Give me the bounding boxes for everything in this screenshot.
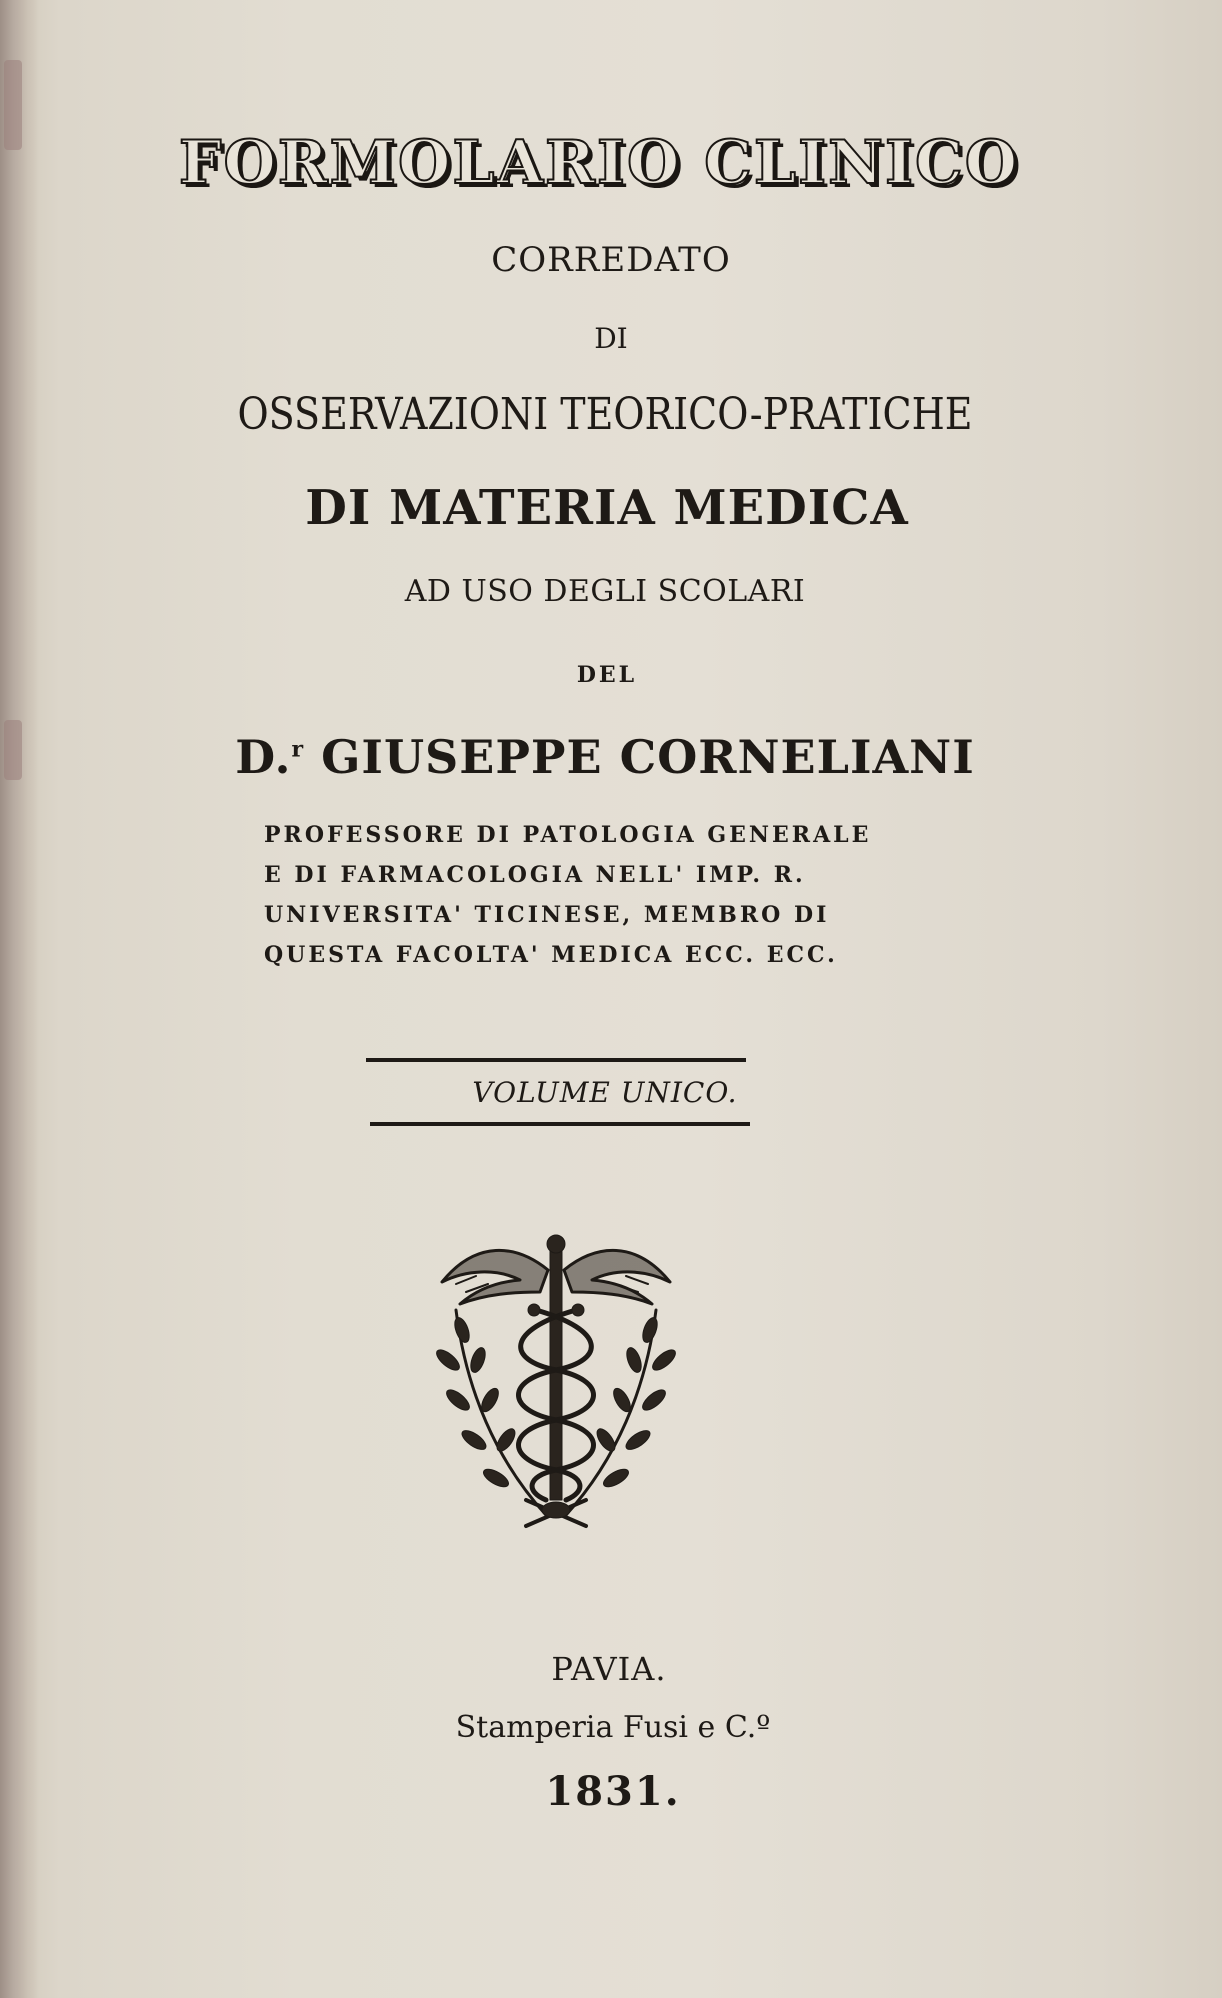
credential-line: PROFESSORE DI PATOLOGIA GENERALE [264, 822, 872, 848]
author-name: GIUSEPPE CORNELIANI [321, 730, 975, 784]
subtitle-corredato: CORREDATO [491, 240, 731, 280]
imprint-year: 1831. [545, 1768, 681, 1815]
divider-bottom [370, 1122, 750, 1126]
author-prefix-superscript: r [291, 736, 305, 763]
subtitle-del: DEL [576, 662, 638, 688]
subtitle-osservazioni: OSSERVAZIONI TEORICO-PRATICHE [237, 388, 973, 440]
imprint-printer: Stamperia Fusi e C.º [455, 1710, 771, 1745]
book-title: FORMOLARIO CLINICO [178, 128, 1020, 198]
subtitle-di: DI [594, 322, 628, 355]
page-spine-edge [0, 0, 38, 1998]
credential-line: UNIVERSITA' TICINESE, MEMBRO DI [264, 902, 830, 928]
divider-top [366, 1058, 746, 1062]
subtitle-materia-medica: DI MATERIA MEDICA [305, 480, 909, 536]
subtitle-uso-scolari: AD USO DEGLI SCOLARI [404, 574, 806, 609]
caduceus-emblem-icon [436, 1230, 676, 1532]
credential-line: QUESTA FACOLTA' MEDICA ECC. ECC. [264, 942, 838, 968]
volume-label: VOLUME UNICO. [472, 1076, 738, 1109]
imprint-city: PAVIA. [551, 1650, 667, 1688]
author-line [0, 730, 1216, 784]
credential-line: E DI FARMACOLOGIA NELL' IMP. R. [264, 862, 806, 888]
author-prefix: D. [235, 730, 292, 784]
